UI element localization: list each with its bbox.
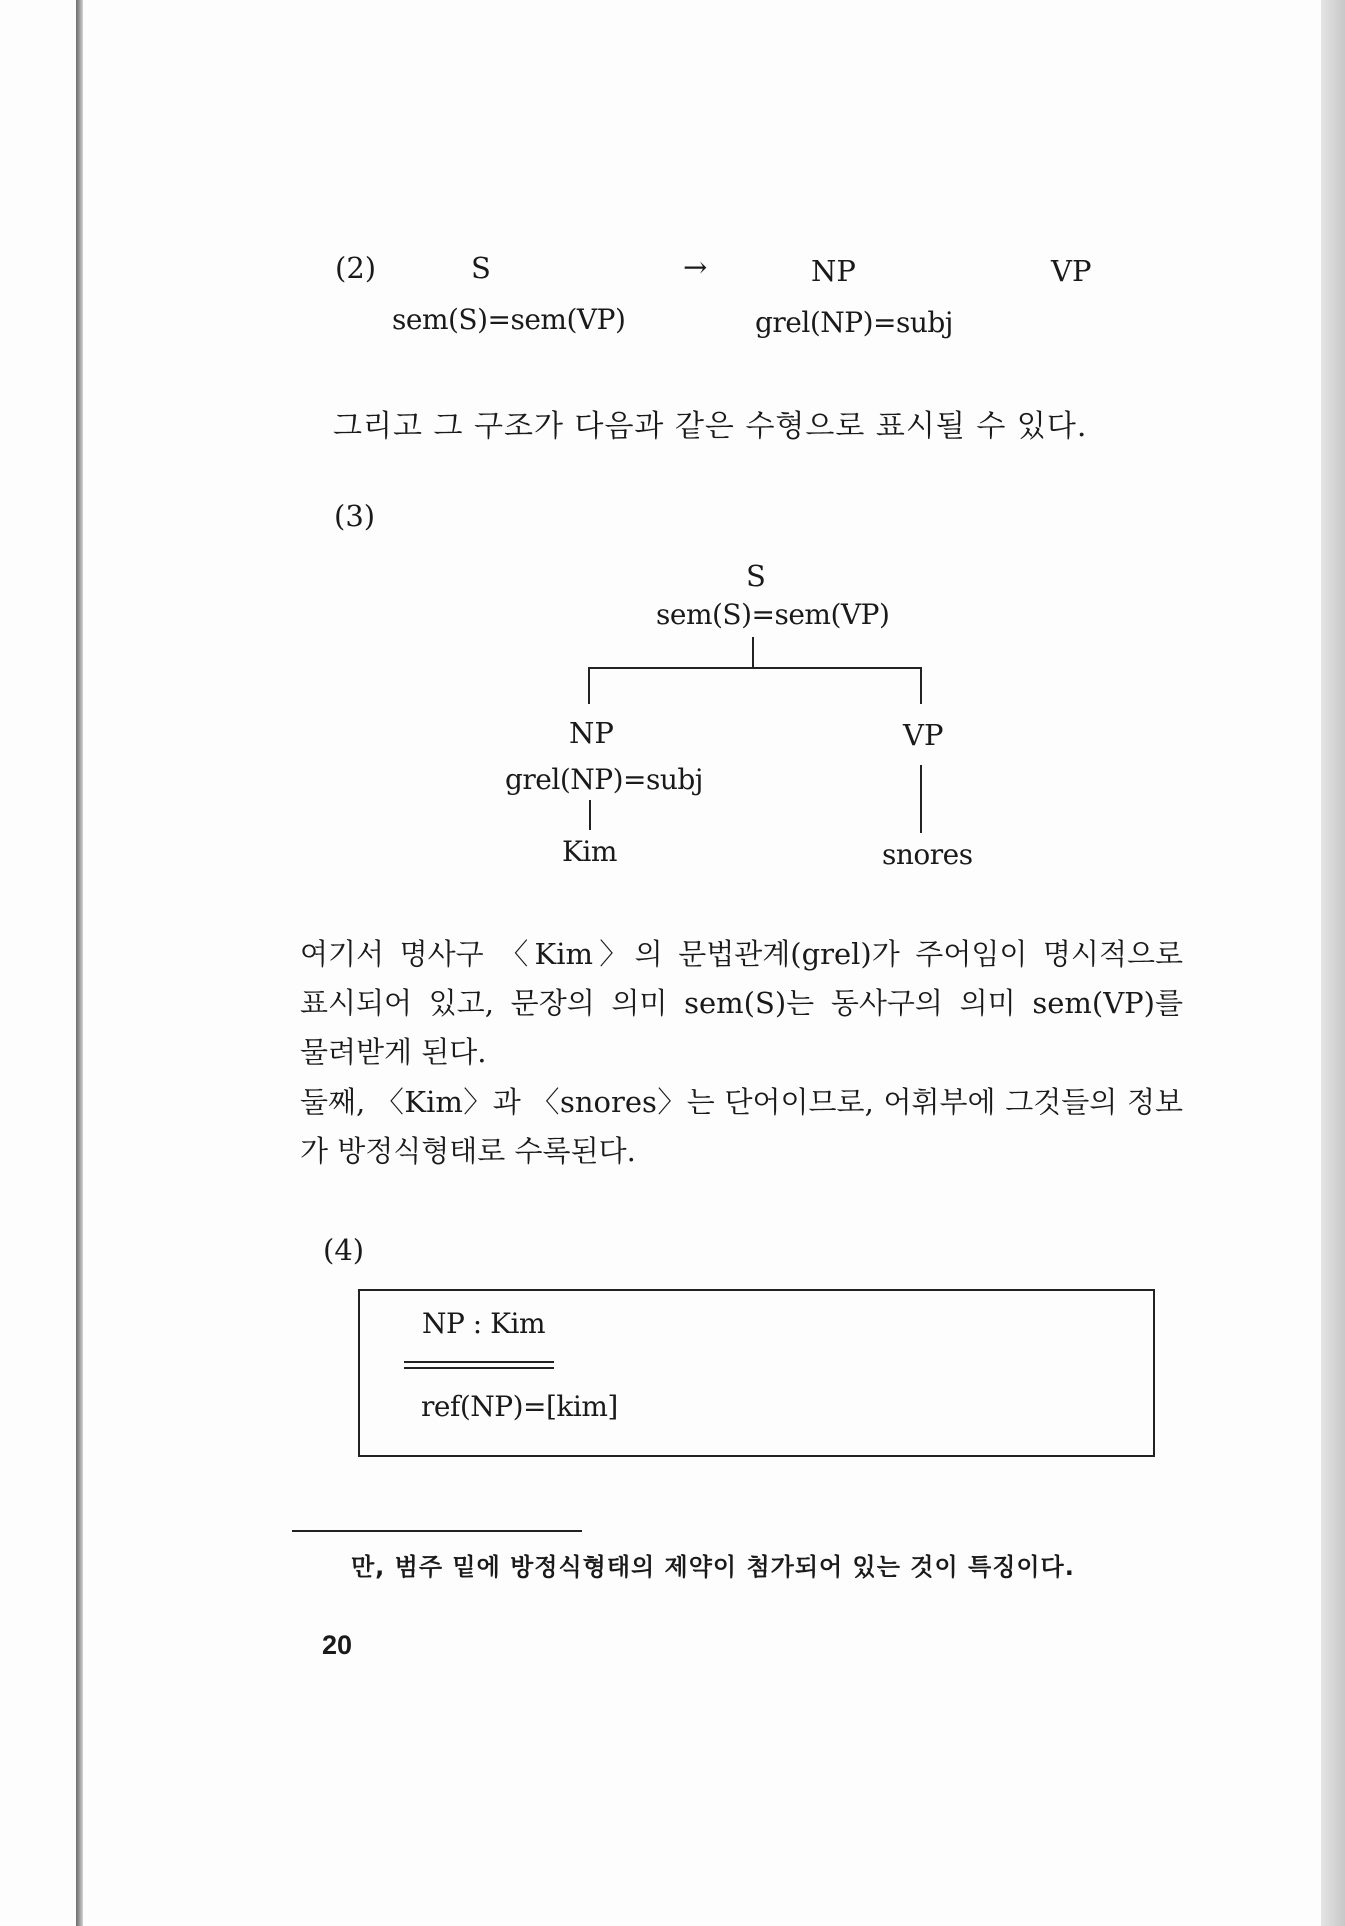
page-spine-shadow	[76, 0, 83, 1926]
tree-vp-leaf-edge	[920, 765, 922, 833]
paragraph-2-line-1: 둘째, 〈Kim〉과 〈snores〉는 단어이므로, 어휘부에 그것들의 정보	[300, 1085, 1183, 1119]
tree-leaf-kim: Kim	[562, 835, 617, 868]
page-number: 20	[322, 1630, 353, 1660]
paragraph-1-line-3: 물려받게 된다.	[300, 1035, 487, 1069]
tree-np-annotation: grel(NP)=subj	[505, 763, 703, 796]
tree-root-s: S	[746, 559, 766, 593]
rule-arrow: →	[683, 250, 708, 284]
example-2-label: (2)	[335, 251, 377, 285]
tree-np-leaf-edge	[589, 800, 591, 830]
rule-rhs-np: NP	[811, 254, 856, 288]
double-rule-top	[404, 1361, 554, 1363]
tree-branch-bar	[588, 667, 922, 669]
footnote-separator	[292, 1530, 582, 1532]
paragraph-2-line-2: 가 방정식형태로 수록된다.	[300, 1134, 636, 1168]
paragraph-1-line-2: 표시되어 있고, 문장의 의미 sem(S)는 동사구의 의미 sem(VP)를	[300, 986, 1183, 1020]
tree-np-edge	[588, 667, 590, 704]
tree-root-annotation: sem(S)=sem(VP)	[656, 598, 890, 631]
paragraph-1-line-1: 여기서 명사구 〈Kim〉의 문법관계(grel)가 주어임이 명시적으로	[300, 937, 1183, 971]
rule-np-annotation: grel(NP)=subj	[755, 306, 953, 339]
tree-np-node: NP	[569, 716, 614, 750]
sentence-tree-intro: 그리고 그 구조가 다음과 같은 수형으로 표시될 수 있다.	[333, 409, 1088, 444]
example-3-label: (3)	[334, 499, 376, 533]
tree-leaf-snores: snores	[882, 838, 973, 871]
page-edge-shadow	[1321, 0, 1345, 1926]
tree-vp-edge	[920, 667, 922, 704]
lexical-entry-equation: ref(NP)=[kim]	[421, 1390, 618, 1423]
double-rule-bottom	[404, 1367, 554, 1369]
lexical-entry-category: NP : Kim	[422, 1307, 545, 1340]
footnote-text: 만, 범주 밑에 방정식형태의 제약이 첨가되어 있는 것이 특징이다.	[351, 1553, 1075, 1581]
rule-lhs-annotation: sem(S)=sem(VP)	[392, 303, 626, 336]
tree-vp-node: VP	[903, 718, 944, 752]
rule-rhs-vp: VP	[1051, 254, 1092, 288]
example-4-label: (4)	[323, 1233, 365, 1267]
rule-lhs-s: S	[471, 251, 491, 285]
tree-root-stem	[752, 637, 754, 669]
